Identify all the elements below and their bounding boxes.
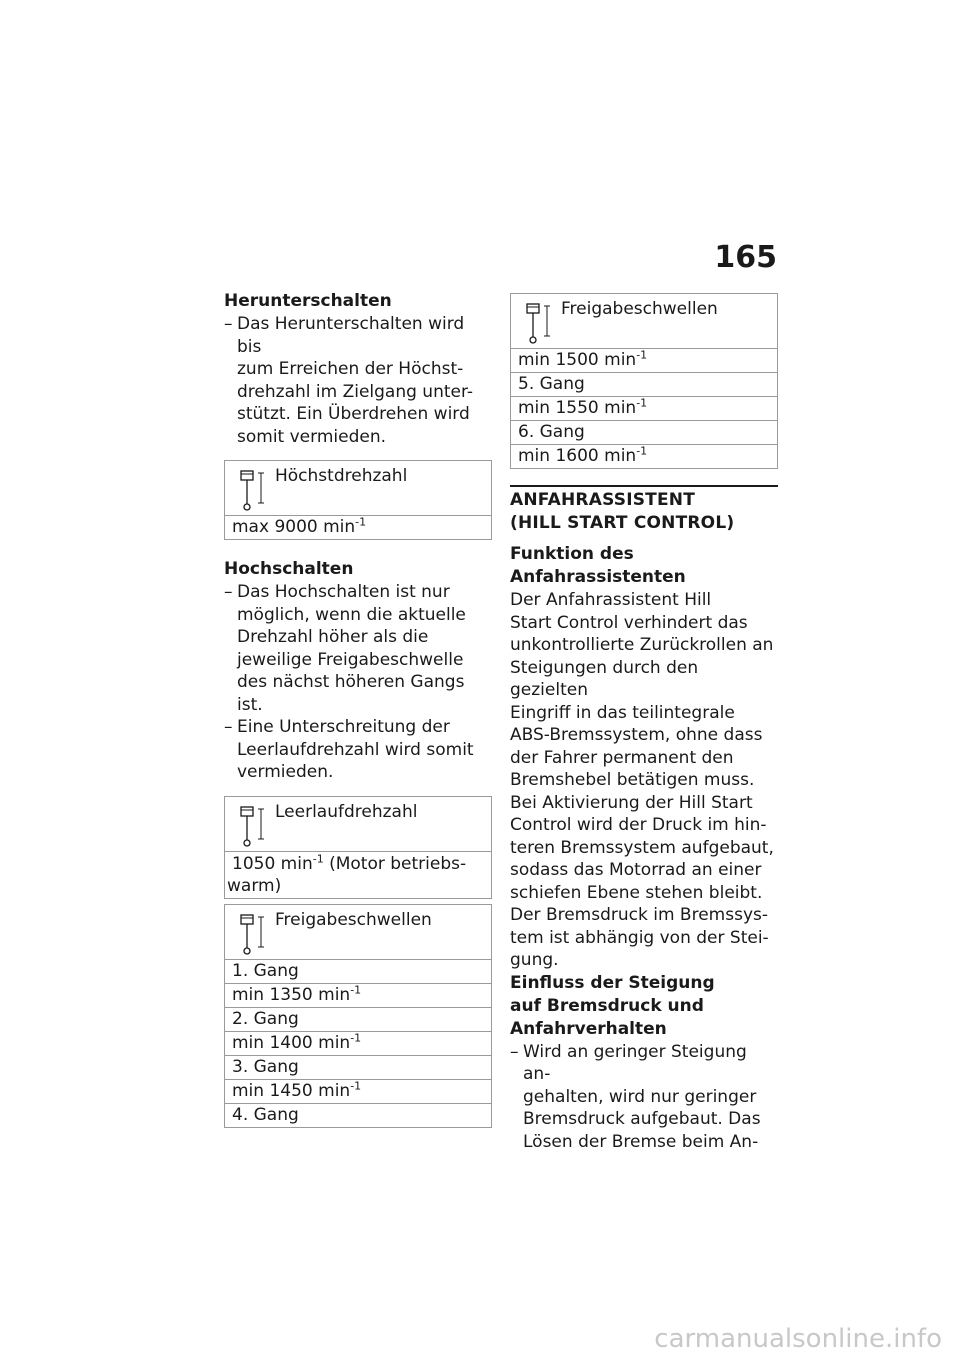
piston-gauge-icon: [523, 302, 553, 346]
cell-text: min 1350 min: [232, 984, 351, 1005]
dash: –: [224, 314, 233, 334]
text-line: teren Bremssystem aufgebaut,: [510, 837, 774, 858]
text-line: gung.: [510, 950, 559, 970]
text-line: schiefen Ebene stehen bleibt.: [510, 882, 763, 903]
table-cell: [225, 1103, 492, 1127]
piston-gauge-icon: [237, 805, 267, 849]
table-freigabeschwellen-1: [224, 904, 492, 1128]
cell-text: 6. Gang: [518, 422, 585, 442]
heading-funktion: [510, 543, 778, 589]
paragraph-bremsdruck: [510, 904, 778, 972]
superscript: -1: [350, 1030, 362, 1044]
table-header: [225, 904, 492, 959]
heading-line: Funktion des: [510, 544, 634, 564]
table-header-label: Freigabeschwellen: [275, 909, 432, 930]
dash: –: [510, 1041, 519, 1062]
heading-line: Einfluss der Steigung: [510, 972, 715, 993]
table-header-label: Leerlaufdrehzahl: [275, 801, 418, 822]
text-line: sodass das Motorrad an einer: [510, 860, 762, 880]
heading-einfluss: [510, 972, 778, 1041]
bullet-line: gehalten, wird nur geringer: [523, 1086, 757, 1107]
text-line: Start Control verhindert das: [510, 612, 748, 633]
watermark[interactable]: carmanualsonline.info: [654, 1324, 942, 1354]
cell-text: 4. Gang: [232, 1104, 299, 1125]
bullet-line: stützt. Ein Überdrehen wird: [237, 404, 470, 424]
text-line: tem ist abhängig von der Stei-: [510, 927, 769, 948]
heading-line: auf Bremsdruck und: [510, 995, 704, 1016]
table-header: [225, 461, 492, 516]
piston-gauge-icon: [237, 913, 267, 957]
text-line: Control wird der Druck im hin-: [510, 815, 767, 835]
text-line: Bremshebel betätigen muss.: [510, 770, 755, 790]
cell-text: 1. Gang: [232, 960, 299, 981]
bullet-line: vermieden.: [237, 762, 334, 782]
table-cell: [225, 1031, 492, 1055]
table-hoechstdrehzahl: [224, 460, 492, 540]
table-cell: [511, 445, 778, 469]
bullet-line: Leerlaufdrehzahl wird somit: [237, 739, 474, 760]
superscript: -1: [312, 851, 324, 865]
bullet-line: somit vermieden.: [237, 426, 386, 447]
piston-gauge-icon: [237, 469, 267, 513]
table-cell: [511, 349, 778, 373]
superscript: -1: [636, 348, 648, 362]
dash: –: [224, 717, 233, 737]
table-cell: [225, 1055, 492, 1079]
right-column: [510, 293, 778, 1153]
table-header: [511, 294, 778, 349]
heading-line: Anfahrassistenten: [510, 567, 686, 587]
table-cell: [511, 421, 778, 445]
cell-text: max 9000 min: [232, 517, 356, 537]
cell-text: min 1550 min: [518, 398, 637, 418]
cell-line: warm): [227, 875, 282, 896]
text-line: ABS-Bremssystem, ohne dass: [510, 725, 763, 745]
bullet-leerlauf: [224, 716, 492, 784]
cell-text: 5. Gang: [518, 374, 585, 394]
cell-line: [232, 853, 484, 875]
cell-text: (Motor betriebs-: [323, 853, 467, 874]
bullet-line: Bremsdruck aufgebaut. Das: [523, 1109, 761, 1129]
text-line: Bei Aktivierung der Hill Start: [510, 792, 753, 813]
text-line: der Fahrer permanent den: [510, 747, 734, 768]
bullet-line: Eine Unterschreitung der: [237, 717, 450, 737]
page-number: 165: [714, 240, 777, 275]
bullet-line: drehzahl im Zielgang unter-: [237, 381, 474, 402]
paragraph-funktion: [510, 589, 778, 904]
text-line: unkontrollierte Zurückrollen an: [510, 635, 774, 655]
table-cell: [225, 1007, 492, 1031]
section-title-line: (HILL START CONTROL): [510, 513, 735, 533]
bullet-hochschalten: [224, 581, 492, 716]
table-cell: [225, 959, 492, 983]
bullet-herunterschalten: [224, 313, 492, 448]
bullet-line: zum Erreichen der Höchst-: [237, 359, 464, 379]
bullet-einfluss: [510, 1041, 778, 1154]
heading-line: Anfahrverhalten: [510, 1018, 667, 1039]
table-header-label: Höchstdrehzahl: [275, 466, 408, 486]
cell-text: 1050 min: [232, 853, 313, 874]
text-line: Steigungen durch den gezielten: [510, 657, 699, 700]
cell-text: min 1600 min: [518, 446, 637, 466]
text-line: Der Bremsdruck im Bremssys-: [510, 905, 768, 925]
table-header-label: Freigabeschwellen: [561, 299, 718, 319]
section-title-line: ANFAHRASSISTENT: [510, 490, 696, 510]
table-cell: [225, 1079, 492, 1103]
left-column: [224, 290, 492, 1128]
bullet-line: Drehzahl höher als die: [237, 627, 429, 647]
bullet-line: Wird an geringer Steigung an-: [523, 1041, 747, 1084]
heading-hochschalten: Hochschalten: [224, 559, 354, 579]
bullet-line: des nächst höheren Gangs ist.: [237, 672, 465, 715]
superscript: -1: [350, 1078, 362, 1092]
bullet-line: möglich, wenn die aktuelle: [237, 604, 466, 625]
table-leerlaufdrehzahl: [224, 796, 492, 899]
text-line: Eingriff in das teilintegrale: [510, 702, 735, 723]
table-cell: [225, 516, 492, 540]
bullet-line: Lösen der Bremse beim An-: [523, 1131, 759, 1152]
superscript: -1: [350, 982, 362, 996]
superscript: -1: [355, 515, 367, 529]
table-cell: [511, 373, 778, 397]
bullet-line: Das Herunterschalten wird bis: [237, 314, 465, 357]
table-header: [225, 796, 492, 851]
cell-text: min 1500 min: [518, 350, 637, 370]
bullet-line: jeweilige Freigabeschwelle: [237, 649, 464, 670]
dash: –: [224, 582, 233, 602]
bullet-line: Das Hochschalten ist nur: [237, 582, 450, 602]
table-freigabeschwellen-2: [510, 293, 778, 469]
superscript: -1: [636, 444, 648, 458]
heading-herunterschalten: Herunterschalten: [224, 291, 392, 311]
text-line: Der Anfahrassistent Hill: [510, 590, 712, 610]
superscript: -1: [636, 396, 648, 410]
cell-text: min 1450 min: [232, 1080, 351, 1101]
cell-text: 2. Gang: [232, 1008, 299, 1029]
table-cell: [225, 851, 492, 898]
table-cell: [511, 397, 778, 421]
table-cell: [225, 983, 492, 1007]
section-title: [510, 485, 778, 535]
cell-text: min 1400 min: [232, 1032, 351, 1053]
cell-text: 3. Gang: [232, 1056, 299, 1077]
